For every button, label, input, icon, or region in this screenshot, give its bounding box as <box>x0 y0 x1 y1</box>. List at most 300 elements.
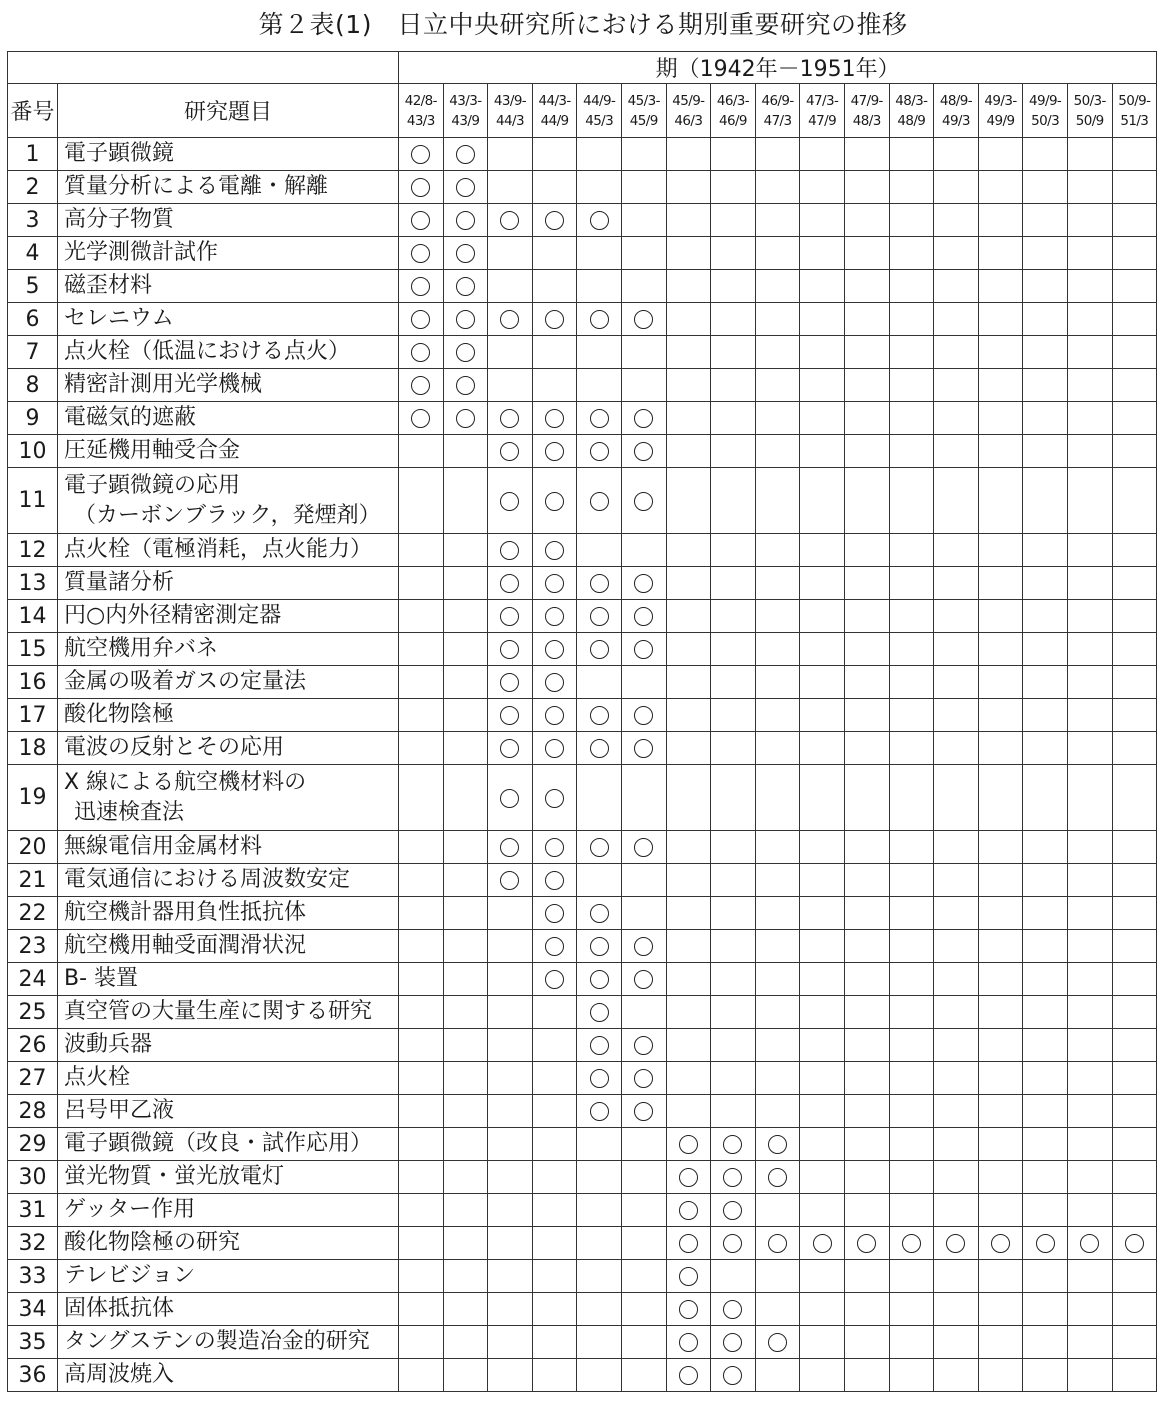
period-cell <box>934 171 979 204</box>
circle-mark-icon <box>679 1333 698 1352</box>
period-start-label: 46/3- <box>716 92 750 109</box>
period-cell <box>889 666 934 699</box>
circle-mark-icon <box>634 838 653 857</box>
period-start-label: 47/3- <box>806 92 839 109</box>
table-row <box>8 171 1157 204</box>
period-cell <box>711 831 756 864</box>
research-title-line: 無線電信用金属材料 <box>64 834 263 859</box>
period-cell <box>399 1359 444 1392</box>
row-number: 9 <box>8 402 58 435</box>
period-cell <box>889 237 934 270</box>
period-column-header <box>889 84 934 138</box>
period-cell <box>666 864 711 897</box>
period-cell <box>399 699 444 732</box>
period-cell <box>800 1326 845 1359</box>
period-cell <box>800 270 845 303</box>
research-title-line: 高周波焼入 <box>64 1362 175 1387</box>
circle-mark-icon <box>545 211 564 230</box>
research-title <box>58 864 399 897</box>
period-cell <box>800 1260 845 1293</box>
period-cell <box>800 1359 845 1392</box>
period-cell <box>1023 633 1068 666</box>
circle-mark-icon <box>411 376 430 395</box>
period-cell <box>532 171 577 204</box>
period-cell <box>711 1128 756 1161</box>
period-cell <box>1023 369 1068 402</box>
period-cell <box>711 633 756 666</box>
period-cell <box>399 963 444 996</box>
period-cell <box>889 402 934 435</box>
period-cell <box>577 369 622 402</box>
period-cell <box>1112 270 1157 303</box>
research-title <box>58 1095 399 1128</box>
period-cell <box>978 1359 1023 1392</box>
row-number: 35 <box>8 1326 58 1359</box>
period-cell <box>666 336 711 369</box>
period-cell <box>934 567 979 600</box>
period-cell <box>844 1326 889 1359</box>
period-cell <box>844 204 889 237</box>
period-cell <box>621 369 666 402</box>
circle-mark-icon <box>456 244 475 263</box>
period-cell <box>800 600 845 633</box>
period-cell <box>532 600 577 633</box>
research-title-line: テレビジョン <box>64 1263 196 1288</box>
period-end-label: 45/9 <box>629 112 658 129</box>
period-cell <box>1112 435 1157 468</box>
period-cell <box>443 963 488 996</box>
period-cell <box>666 204 711 237</box>
period-start-label: 45/9- <box>672 92 705 109</box>
period-cell <box>621 402 666 435</box>
period-cell <box>711 138 756 171</box>
period-cell <box>532 369 577 402</box>
period-cell <box>621 963 666 996</box>
period-cell <box>978 600 1023 633</box>
period-end-label: 51/3 <box>1120 112 1149 129</box>
period-cell <box>532 204 577 237</box>
period-cell <box>978 1161 1023 1194</box>
period-cell <box>621 336 666 369</box>
period-cell <box>621 435 666 468</box>
research-title-line: 圧延機用軸受合金 <box>64 438 241 463</box>
period-cell <box>978 1260 1023 1293</box>
period-cell <box>488 1161 533 1194</box>
circle-mark-icon <box>723 1168 742 1187</box>
period-column-header <box>621 84 666 138</box>
period-cell <box>844 1128 889 1161</box>
circle-mark-icon <box>500 574 519 593</box>
period-cell <box>666 765 711 831</box>
period-cell <box>844 897 889 930</box>
circle-mark-icon <box>500 706 519 725</box>
period-cell <box>443 1260 488 1293</box>
research-title <box>58 1293 399 1326</box>
row-number: 21 <box>8 864 58 897</box>
period-cell <box>978 930 1023 963</box>
period-cell <box>666 897 711 930</box>
circle-mark-icon <box>768 1333 787 1352</box>
circle-mark-icon <box>590 970 609 989</box>
period-cell <box>399 171 444 204</box>
period-cell <box>844 699 889 732</box>
circle-mark-icon <box>590 409 609 428</box>
circle-mark-icon <box>590 1069 609 1088</box>
period-cell <box>1023 1194 1068 1227</box>
period-cell <box>577 633 622 666</box>
circle-mark-icon <box>545 789 564 808</box>
period-cell <box>711 1227 756 1260</box>
period-cell <box>621 1029 666 1062</box>
period-cell <box>666 402 711 435</box>
period-cell <box>934 402 979 435</box>
period-column-header <box>1023 84 1068 138</box>
number-header: 番号 <box>8 84 58 138</box>
period-cell <box>577 303 622 336</box>
table-row <box>8 666 1157 699</box>
table-row <box>8 1062 1157 1095</box>
period-cell <box>577 1128 622 1161</box>
research-title-line: 点火栓 <box>64 1065 131 1090</box>
period-cell <box>621 468 666 534</box>
research-title-line: 航空機計器用負性抵抗体 <box>64 900 307 925</box>
circle-mark-icon <box>768 1234 787 1253</box>
period-cell <box>711 864 756 897</box>
period-cell <box>1067 468 1112 534</box>
period-cell <box>666 171 711 204</box>
row-number: 4 <box>8 237 58 270</box>
period-cell <box>934 1062 979 1095</box>
circle-mark-icon <box>590 211 609 230</box>
period-cell <box>800 1194 845 1227</box>
period-cell <box>666 633 711 666</box>
period-cell <box>755 1293 800 1326</box>
row-number: 29 <box>8 1128 58 1161</box>
period-cell <box>1112 1326 1157 1359</box>
research-title <box>58 930 399 963</box>
period-start-label: 43/3- <box>449 92 482 109</box>
research-title <box>58 633 399 666</box>
period-cell <box>532 699 577 732</box>
circle-mark-icon <box>590 574 609 593</box>
period-cell <box>1023 996 1068 1029</box>
period-cell <box>1112 402 1157 435</box>
circle-mark-icon <box>679 1135 698 1154</box>
period-cell <box>1067 1095 1112 1128</box>
table-row <box>8 600 1157 633</box>
research-title <box>58 996 399 1029</box>
period-cell <box>978 369 1023 402</box>
row-number: 19 <box>8 765 58 831</box>
period-cell <box>755 930 800 963</box>
period-cell <box>1023 1161 1068 1194</box>
period-cell <box>532 435 577 468</box>
period-cell <box>934 1128 979 1161</box>
circle-mark-icon <box>456 178 475 197</box>
circle-mark-icon <box>634 970 653 989</box>
row-number: 25 <box>8 996 58 1029</box>
research-title-line: 光学測微計試作 <box>64 240 219 265</box>
period-start-label: 43/9- <box>493 92 527 109</box>
period-cell <box>1023 765 1068 831</box>
circle-mark-icon <box>723 1135 742 1154</box>
period-cell <box>711 996 756 1029</box>
period-start-label: 50/3- <box>1073 92 1106 109</box>
period-cell <box>532 666 577 699</box>
period-cell <box>399 468 444 534</box>
circle-mark-icon <box>634 937 653 956</box>
header-blank-cell <box>8 52 399 84</box>
period-cell <box>399 303 444 336</box>
period-cell <box>1112 1260 1157 1293</box>
research-title <box>58 303 399 336</box>
period-cell <box>844 534 889 567</box>
research-title <box>58 402 399 435</box>
period-cell <box>399 369 444 402</box>
period-cell <box>934 1293 979 1326</box>
period-cell <box>443 1326 488 1359</box>
period-cell <box>577 171 622 204</box>
research-title <box>58 831 399 864</box>
period-cell <box>978 1326 1023 1359</box>
period-cell <box>621 996 666 1029</box>
period-cell <box>711 1326 756 1359</box>
period-cell <box>934 1029 979 1062</box>
period-cell <box>1023 1260 1068 1293</box>
period-cell <box>1023 1359 1068 1392</box>
period-cell <box>532 402 577 435</box>
row-number: 36 <box>8 1359 58 1392</box>
circle-mark-icon <box>545 937 564 956</box>
period-cell <box>399 204 444 237</box>
period-cell <box>1067 204 1112 237</box>
research-title-subline: （カーボンブラック，発煙剤） <box>74 502 381 528</box>
period-end-label: 50/3 <box>1031 112 1060 129</box>
header-row-period <box>8 52 1157 84</box>
period-cell <box>889 864 934 897</box>
row-number: 13 <box>8 567 58 600</box>
circle-mark-icon <box>456 145 475 164</box>
period-cell <box>443 1128 488 1161</box>
period-cell <box>889 600 934 633</box>
period-cell <box>800 996 845 1029</box>
row-number: 14 <box>8 600 58 633</box>
period-cell <box>443 1293 488 1326</box>
period-cell <box>443 732 488 765</box>
research-title-line: 酸化物陰極の研究 <box>64 1230 241 1255</box>
research-title-line: B- 装置 <box>64 966 139 991</box>
circle-mark-icon <box>991 1234 1010 1253</box>
period-cell <box>889 699 934 732</box>
period-cell <box>844 402 889 435</box>
period-cell <box>889 1227 934 1260</box>
period-cell <box>844 1260 889 1293</box>
period-cell <box>1112 1293 1157 1326</box>
circle-mark-icon <box>590 492 609 511</box>
circle-mark-icon <box>500 310 519 329</box>
period-cell <box>488 171 533 204</box>
period-start-label: 49/3- <box>984 92 1017 109</box>
period-start-label: 50/9- <box>1118 92 1151 109</box>
period-cell <box>532 303 577 336</box>
period-cell <box>934 270 979 303</box>
circle-mark-icon <box>679 1366 698 1385</box>
table-row <box>8 1161 1157 1194</box>
period-cell <box>399 435 444 468</box>
circle-mark-icon <box>411 178 430 197</box>
period-cell <box>443 666 488 699</box>
period-cell <box>488 1062 533 1095</box>
period-cell <box>934 666 979 699</box>
period-cell <box>889 1095 934 1128</box>
period-cell <box>532 1128 577 1161</box>
period-cell <box>711 963 756 996</box>
period-cell <box>978 864 1023 897</box>
period-cell <box>577 336 622 369</box>
period-cell <box>1067 567 1112 600</box>
period-cell <box>800 1095 845 1128</box>
period-cell <box>978 732 1023 765</box>
period-cell <box>844 369 889 402</box>
period-cell <box>443 930 488 963</box>
period-cell <box>844 303 889 336</box>
period-cell <box>1023 270 1068 303</box>
research-title <box>58 1062 399 1095</box>
period-cell <box>978 204 1023 237</box>
research-title-line: 点火栓（電極消耗，点火能力） <box>64 537 373 562</box>
period-cell <box>711 1062 756 1095</box>
circle-mark-icon <box>590 1036 609 1055</box>
row-number: 28 <box>8 1095 58 1128</box>
period-cell <box>532 897 577 930</box>
period-cell <box>889 1326 934 1359</box>
period-cell <box>577 1095 622 1128</box>
period-cell <box>532 270 577 303</box>
period-cell <box>844 1029 889 1062</box>
period-cell <box>934 930 979 963</box>
circle-mark-icon <box>634 409 653 428</box>
table-row <box>8 435 1157 468</box>
period-cell <box>800 435 845 468</box>
period-cell <box>577 1227 622 1260</box>
research-title <box>58 1194 399 1227</box>
period-cell <box>889 732 934 765</box>
period-cell <box>711 732 756 765</box>
period-cell <box>1112 930 1157 963</box>
period-cell <box>844 864 889 897</box>
period-cell <box>621 1359 666 1392</box>
period-cell <box>844 831 889 864</box>
period-cell <box>711 600 756 633</box>
table-row <box>8 1326 1157 1359</box>
table-row <box>8 1293 1157 1326</box>
period-cell <box>488 270 533 303</box>
table-row <box>8 138 1157 171</box>
period-cell <box>666 1161 711 1194</box>
circle-mark-icon <box>411 211 430 230</box>
period-cell <box>666 996 711 1029</box>
period-cell <box>1112 1128 1157 1161</box>
circle-mark-icon <box>1125 1234 1144 1253</box>
period-cell <box>978 666 1023 699</box>
period-cell <box>532 1227 577 1260</box>
period-cell <box>755 1095 800 1128</box>
period-cell <box>577 732 622 765</box>
period-cell <box>577 864 622 897</box>
period-column-header <box>488 84 533 138</box>
period-cell <box>488 1128 533 1161</box>
period-cell <box>755 1260 800 1293</box>
circle-mark-icon <box>634 739 653 758</box>
circle-mark-icon <box>634 706 653 725</box>
period-end-label: 47/3 <box>763 112 792 129</box>
period-cell <box>711 237 756 270</box>
circle-mark-icon <box>545 706 564 725</box>
period-cell <box>399 897 444 930</box>
period-cell <box>621 270 666 303</box>
period-cell <box>443 369 488 402</box>
period-end-label: 49/9 <box>986 112 1015 129</box>
period-cell <box>1112 864 1157 897</box>
period-cell <box>443 1062 488 1095</box>
period-cell <box>755 732 800 765</box>
period-cell <box>577 1260 622 1293</box>
period-cell <box>1067 963 1112 996</box>
period-cell <box>577 765 622 831</box>
research-title-line: 呂号甲乙液 <box>64 1098 175 1123</box>
period-cell <box>1112 138 1157 171</box>
period-cell <box>934 1227 979 1260</box>
period-cell <box>800 1029 845 1062</box>
period-cell <box>889 435 934 468</box>
circle-mark-icon <box>1080 1234 1099 1253</box>
period-column-header <box>577 84 622 138</box>
period-cell <box>1112 699 1157 732</box>
research-title <box>58 1326 399 1359</box>
row-number: 30 <box>8 1161 58 1194</box>
period-cell <box>666 699 711 732</box>
period-cell <box>488 303 533 336</box>
period-cell <box>1067 699 1112 732</box>
period-cell <box>800 369 845 402</box>
period-cell <box>666 600 711 633</box>
circle-mark-icon <box>500 607 519 626</box>
circle-mark-icon <box>634 310 653 329</box>
period-cell <box>577 699 622 732</box>
period-cell <box>755 369 800 402</box>
period-cell <box>800 1128 845 1161</box>
period-cell <box>1023 1326 1068 1359</box>
period-column-header <box>978 84 1023 138</box>
period-cell <box>934 435 979 468</box>
period-cell <box>399 534 444 567</box>
period-cell <box>488 864 533 897</box>
period-cell <box>621 600 666 633</box>
period-cell <box>800 237 845 270</box>
period-cell <box>1112 468 1157 534</box>
research-title <box>58 1029 399 1062</box>
period-cell <box>1112 666 1157 699</box>
period-cell <box>443 204 488 237</box>
period-cell <box>755 600 800 633</box>
period-cell <box>488 600 533 633</box>
circle-mark-icon <box>634 492 653 511</box>
period-cell <box>532 963 577 996</box>
period-cell <box>755 831 800 864</box>
circle-mark-icon <box>723 1333 742 1352</box>
period-cell <box>889 534 934 567</box>
period-cell <box>488 468 533 534</box>
